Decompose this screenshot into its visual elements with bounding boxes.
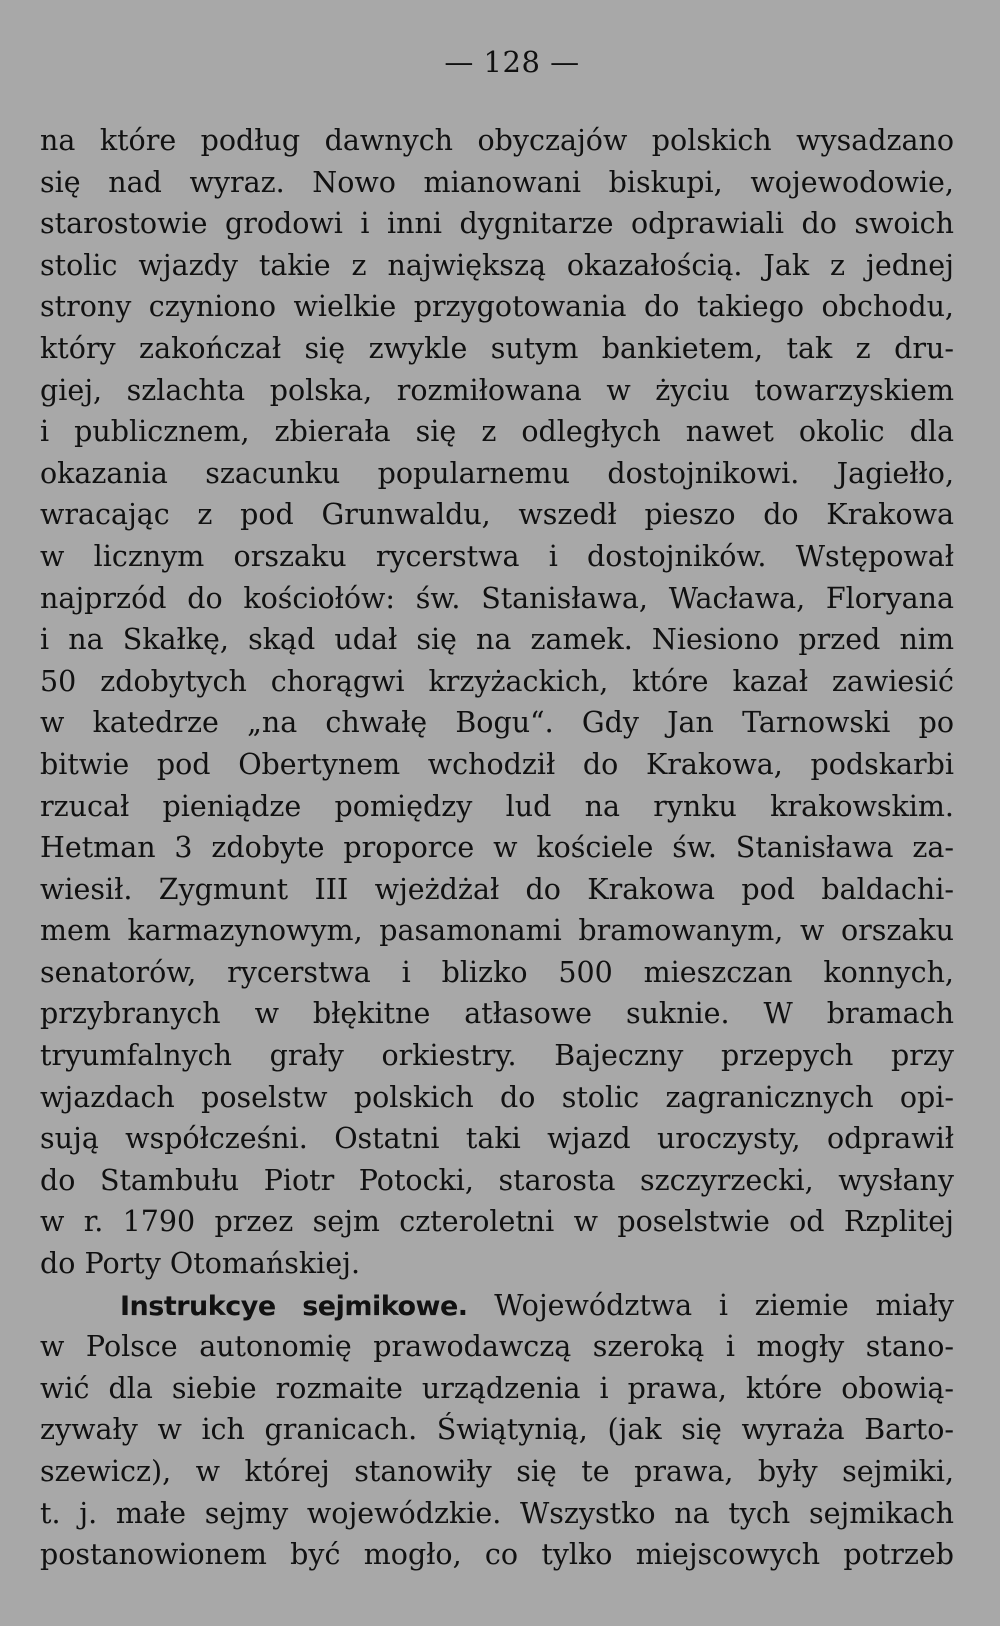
text-line: senatorów, rycerstwa i blizko 500 mieszczan konnych, bbox=[40, 955, 954, 989]
text-line bbox=[40, 1285, 954, 1327]
text-line: szewicz), w której stanowiły się te prawa, były sejmiki, bbox=[40, 1455, 954, 1488]
page-number: — 128 — bbox=[444, 45, 580, 79]
text-line: na które podług dawnych obyczajów polskich wysadzano bbox=[40, 124, 954, 157]
text-line: starostowie grodowi i inni dygnitarze odprawiali do swoich bbox=[40, 207, 954, 241]
text-line: bitwie pod Obertynem wchodził do Krakowa, podskarbi bbox=[40, 747, 954, 781]
text-line: i publicznem, zbierała się z odległych nawet okolic dla bbox=[40, 415, 954, 449]
text-line: wjazdach poselstw polskich do stolic zagranicznych opi- bbox=[40, 1080, 954, 1114]
text-line: i na Skałkę, skąd udał się na zamek. Niesiono przed nim bbox=[40, 623, 954, 657]
text-line: giej, szlachta polska, rozmiłowana w życiu towarzyskiem bbox=[40, 373, 954, 407]
paragraph-2 bbox=[40, 1285, 954, 1576]
text-line: strony czyniono wielkie przygotowania do takiego obchodu, bbox=[40, 290, 954, 324]
text-line: okazania szacunku popularnemu dostojnikowi. Jagiełło, bbox=[40, 456, 954, 490]
text-line: tryumfalnych grały orkiestry. Bajeczny przepych przy bbox=[40, 1039, 954, 1073]
paragraph-1 bbox=[40, 120, 954, 1285]
text-line: t. j. małe sejmy wojewódzkie. Wszystko na tych sejmikach bbox=[40, 1496, 954, 1530]
text-line: najprzód do kościołów: św. Stanisława, Wacława, Floryana bbox=[40, 581, 954, 615]
heading-line-rest: Województwa i ziemie miały bbox=[467, 1288, 954, 1322]
text-line: wracając z pod Grunwaldu, wszedł pieszo do Krakowa bbox=[40, 498, 954, 532]
text-line: do Porty Otomańskiej. bbox=[40, 1247, 360, 1281]
text-line: postanowionem być mogło, co tylko miejscowych potrzeb bbox=[40, 1538, 954, 1572]
text-line: wić dla siebie rozmaite urządzenia i prawa, które obowią- bbox=[40, 1371, 954, 1405]
text-line: w katedrze „na chwałę Bogu“. Gdy Jan Tarnowski po bbox=[40, 706, 954, 740]
section-heading: Instrukcye sejmikowe. bbox=[120, 1290, 468, 1322]
text-line: zywały w ich granicach. Świątynią, (jak się wyraża Barto- bbox=[40, 1413, 954, 1447]
text-line: rzucał pieniądze pomiędzy lud na rynku krakowskim. bbox=[40, 789, 954, 823]
text-line: mem karmazynowym, pasamonami bramowanym, w orszaku bbox=[40, 914, 954, 948]
text-line: do Stambułu Piotr Potocki, starosta szczyrzecki, wysłany bbox=[40, 1163, 954, 1197]
text-line: w r. 1790 przez sejm czteroletni w poselstwie od Rzplitej bbox=[40, 1205, 954, 1239]
text-line: który zakończał się zwykle sutym bankietem, tak z dru- bbox=[40, 331, 954, 365]
text-line: stolic wjazdy takie z największą okazałością. Jak z jednej bbox=[40, 248, 954, 282]
text-line: sują współcześni. Ostatni taki wjazd uroczysty, odprawił bbox=[40, 1122, 954, 1156]
text-line: wiesił. Zygmunt III wjeżdżał do Krakowa pod baldachi- bbox=[40, 872, 954, 906]
text-line: przybranych w błękitne atłasowe suknie. W bramach bbox=[40, 997, 954, 1031]
text-line: Hetman 3 zdobyte proporce w kościele św. Stanisława za- bbox=[40, 831, 954, 865]
text-line: się nad wyraz. Nowo mianowani biskupi, wojewodowie, bbox=[40, 165, 954, 199]
text-line: 50 zdobytych chorągwi krzyżackich, które kazał zawiesić bbox=[40, 664, 954, 698]
text-line: w licznym orszaku rycerstwa i dostojników. Wstępował bbox=[40, 539, 954, 573]
text-line: w Polsce autonomię prawodawczą szeroką i mogły stano- bbox=[40, 1330, 954, 1364]
page-body bbox=[40, 120, 954, 1576]
